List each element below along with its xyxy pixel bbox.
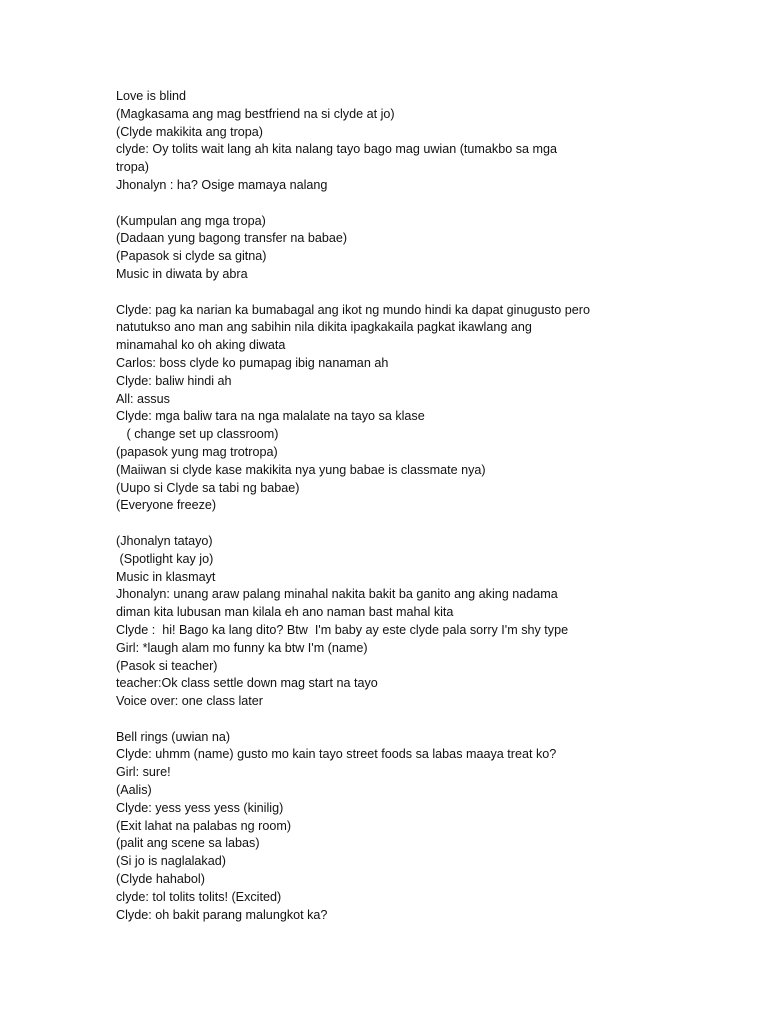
script-line: (Aalis) [116, 783, 152, 798]
script-line: (Pasok si teacher) [116, 658, 218, 673]
script-line: Girl: sure! [116, 765, 171, 780]
script-line: (Exit lahat na palabas ng room) [116, 818, 292, 833]
script-body [116, 88, 656, 924]
script-line: Carlos: boss clyde ko pumapag ibig nanaman ah [116, 355, 389, 370]
script-line: Jhonalyn: unang araw palang minahal nakita bakit ba ganito ang aking nadama [116, 587, 558, 602]
script-line: Clyde: oh bakit parang malungkot ka? [116, 907, 328, 922]
script-line: (Maiiwan si clyde kase makikita nya yung babae is classmate nya) [116, 462, 486, 477]
paragraph-gap [116, 195, 656, 213]
script-line: Clyde: mga baliw tara na nga malalate na tayo sa klase [116, 409, 425, 424]
script-line: tropa) [116, 160, 149, 175]
script-line: (Clyde hahabol) [116, 872, 205, 887]
document-title: Love is blind [116, 89, 187, 103]
paragraph-gap [116, 711, 656, 729]
script-line: (Papasok si clyde sa gitna) [116, 249, 267, 264]
script-line: (Magkasama ang mag bestfriend na si clyde at jo) [116, 106, 395, 121]
script-line: Clyde: baliw hindi ah [116, 373, 232, 388]
script-line: (Everyone freeze) [116, 498, 217, 513]
script-line: Voice over: one class later [116, 694, 264, 709]
script-line: (palit ang scene sa labas) [116, 836, 260, 851]
paragraph-gap [116, 515, 656, 533]
script-line: Jhonalyn : ha? Osige mamaya nalang [116, 177, 328, 192]
script-line: natutukso ano man ang sabihin nila dikita ipagkakaila pagkat ikawlang ang [116, 320, 532, 335]
script-line: (Spotlight kay jo) [116, 551, 214, 566]
script-line: teacher:Ok class settle down mag start na tayo [116, 676, 378, 691]
script-line: diman kita lubusan man kilala eh ano naman bast mahal kita [116, 605, 454, 620]
script-line: (Si jo is naglalakad) [116, 854, 226, 869]
script-line: All: assus [116, 391, 170, 406]
script-line: Bell rings (uwian na) [116, 729, 231, 744]
script-line: Girl: *laugh alam mo funny ka btw I'm (name) [116, 640, 368, 655]
script-line: (Clyde makikita ang tropa) [116, 124, 263, 139]
script-line: (Uupo si Clyde sa tabi ng babae) [116, 480, 300, 495]
script-line: Music in diwata by abra [116, 266, 248, 281]
script-line: (Dadaan yung bagong transfer na babae) [116, 231, 348, 246]
script-line: clyde: Oy tolits wait lang ah kita nalang tayo bago mag uwian (tumakbo sa mga [116, 142, 558, 157]
script-line: Clyde: yess yess yess (kinilig) [116, 800, 284, 815]
script-line: Clyde : hi! Bago ka lang dito? Btw I'm baby ay este clyde pala sorry I'm shy type [116, 622, 569, 637]
script-line: (papasok yung mag trotropa) [116, 444, 278, 459]
script-line: (Jhonalyn tatayo) [116, 533, 213, 548]
script-line: Music in klasmayt [116, 569, 216, 584]
paragraph-gap [116, 284, 656, 302]
script-line: Clyde: pag ka narian ka bumabagal ang ikot ng mundo hindi ka dapat ginugusto pero [116, 302, 590, 317]
script-line: ( change set up classroom) [116, 427, 279, 442]
script-line: clyde: tol tolits tolits! (Excited) [116, 889, 282, 904]
script-line: Clyde: uhmm (name) gusto mo kain tayo street foods sa labas maaya treat ko? [116, 747, 557, 762]
script-line: (Kumpulan ang mga tropa) [116, 213, 266, 228]
script-line: minamahal ko oh aking diwata [116, 338, 286, 353]
